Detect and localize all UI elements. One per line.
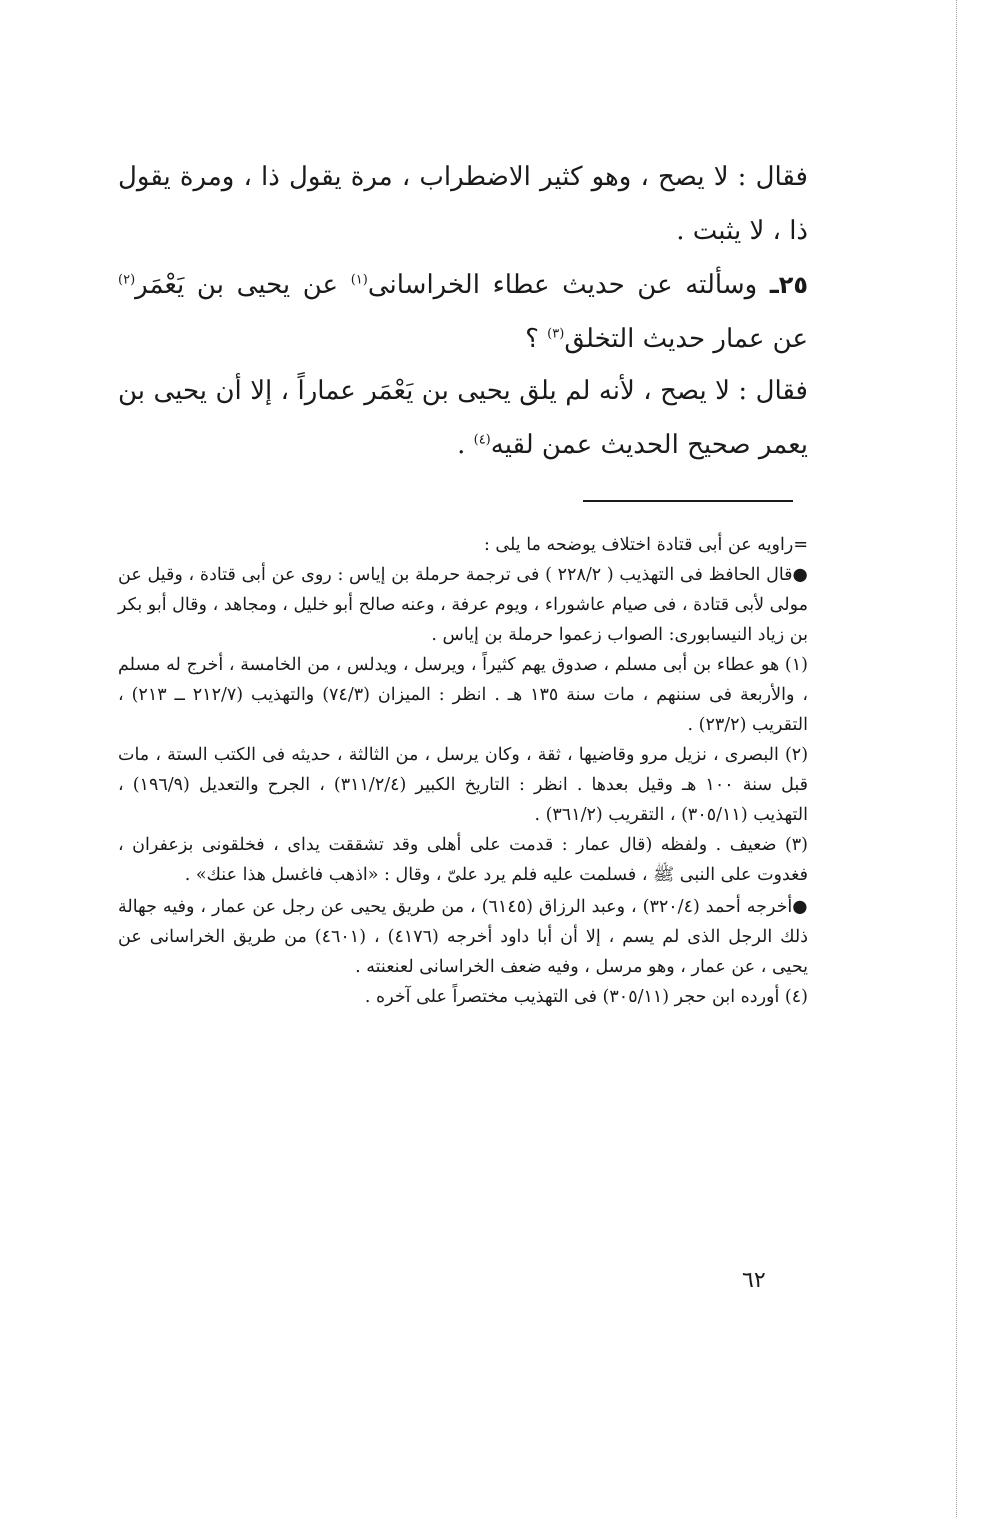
note-a-text: قال الحافظ فى التهذيب ( ٢٢٨/٢ ) فى ترجمة حرملة بن إياس : روى عن أبى قتادة ، وقيل عن مولى لأبى قتادة ، فى صيام عاشوراء ، ويوم عرفة ، وعنه صالح أبو خليل ، ومجاهد ، وقال أبو بكر بن زياد النيسابورى: الصواب زعموا حرملة بن إياس .	[118, 565, 808, 645]
answer-2-end: .	[457, 430, 466, 460]
footnote-2	[118, 740, 808, 830]
scan-edge-line	[956, 0, 957, 1517]
footnote-4	[118, 982, 808, 1012]
footnote-3	[118, 830, 808, 890]
footnote-1-text: (١) هو عطاء بن أبى مسلم ، صدوق يهم كثيراً ، ويرسل ، ويدلس ، من الخامسة ، أخرج له مسلم ، والأربعة فى سننهم ، مات سنة ١٣٥ هـ . انظر : الميزان (٧٤/٣) والتهذيب (٢١٢/٧ ــ ٢١٣) ، التقريب (٢٣/٢) .	[118, 655, 808, 735]
main-paragraph-question-25	[118, 258, 808, 366]
footnote-continuation	[118, 530, 808, 560]
note-b-text: أخرجه أحمد (٣٢٠/٤) ، وعبد الرزاق (٦١٤٥) ، من طريق يحيى عن رجل عن عمار ، وفيه جهالة ذلك الرجل الذى لم يسم ، إلا أن أبا داود أخرجه (٤١٧٦) ، (٤٦٠١) من طريق الخراسانى عن يحيى ، عن عمار ، وهو مرسل ، وفيه ضعف الخراسانى لعنعنته .	[118, 897, 809, 977]
answer-1-text: فقال : لا يصح ، وهو كثير الاضطراب ، مرة يقول ذا ، ومرة يقول ذا ، لا يثبت .	[118, 162, 808, 246]
footnote-2-text: (٢) البصرى ، نزيل مرو وقاضيها ، ثقة ، وكان يرسل ، من الثالثة ، حديثه فى الكتب الستة ، مات قبل سنة ١٠٠ هـ وقيل بعدها . انظر : التاريخ الكبير (٣١١/٢/٤) ، الجرح والتعديل (١٩٦/٩) ، التهذيب (٣٠٥/١١) ، التقريب (٣٦١/٢) .	[118, 745, 809, 825]
footnote-1	[118, 650, 808, 740]
answer-2-text: فقال : لا يصح ، لأنه لم يلق يحيى بن يَعْمَر عماراً ، إلا أن يحيى بن يعمر صحيح الحديث عمن لقيه	[118, 376, 808, 460]
continuation-text: راويه عن أبى قتادة اختلاف يوضحه ما يلى :	[483, 535, 794, 555]
question-dash: ـ	[769, 270, 779, 300]
question-text-a: وسألته عن حديث عطاء الخراسانى	[367, 270, 758, 300]
footnote-note-b	[118, 892, 808, 982]
footnotes	[118, 530, 808, 1012]
page-number: ٦٢	[742, 1268, 766, 1293]
question-mark: ؟	[525, 324, 539, 354]
footnote-ref-3: (٣)	[547, 326, 565, 342]
footnote-ref-4: (٤)	[473, 432, 491, 448]
footnote-ref-2: (٢)	[118, 272, 136, 288]
footnote-separator	[583, 500, 793, 502]
footnote-note-a	[118, 560, 808, 650]
footnote-4-text: (٤) أورده ابن حجر (٣٠٥/١١) فى التهذيب مختصراً على آخره .	[364, 987, 808, 1007]
question-text-b: عن يحيى بن يَعْمَر	[135, 270, 339, 300]
footnote-3-text: (٣) ضعيف . ولفظه (قال عمار : قدمت على أهلى وقد تشققت يداى ، فخلقونى بزعفران ، فغدوت على النبى ﷺ ، فسلمت عليه فلم يرد علىّ ، وقال : «اذهب فاغسل هذا عنك» .	[118, 835, 808, 885]
question-text-c: عن عمار حديث التخلق	[564, 324, 808, 354]
continuation-mark: =	[793, 535, 808, 555]
main-paragraph-answer-2	[118, 364, 808, 472]
footnote-ref-1: (١)	[350, 272, 368, 288]
main-paragraph-answer-1	[118, 150, 808, 258]
bullet-icon: ●	[792, 565, 808, 585]
question-number: ٢٥	[778, 271, 809, 299]
bullet-icon: ●	[792, 897, 808, 917]
